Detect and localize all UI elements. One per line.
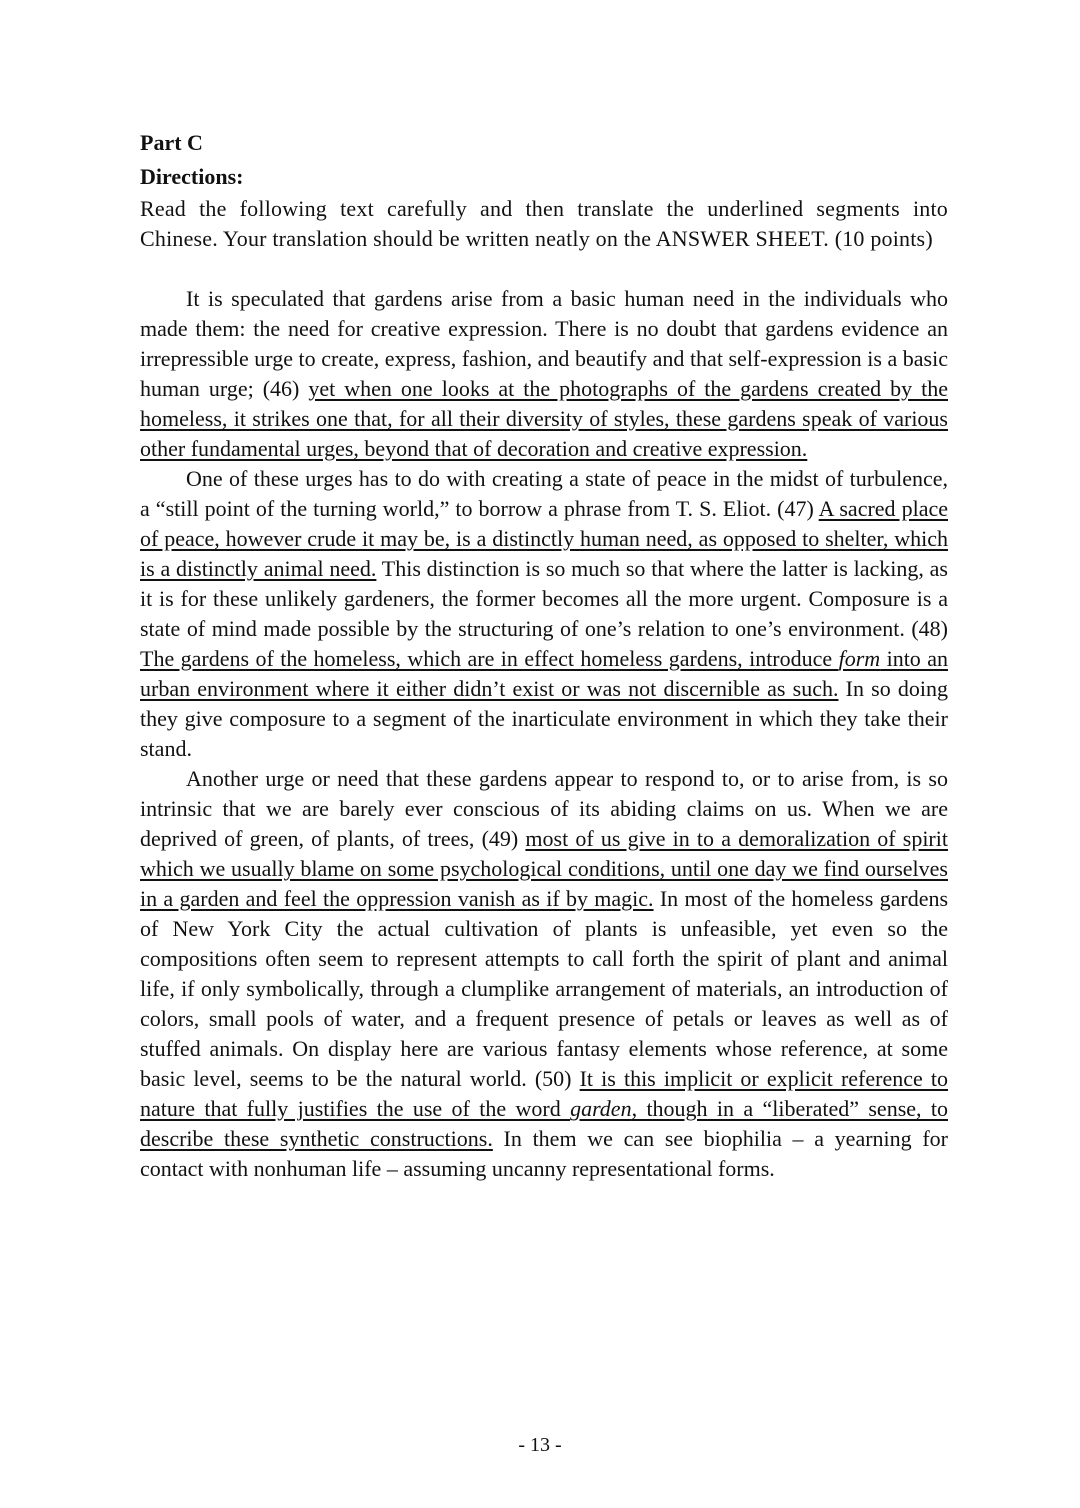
segment-50-italic: garden xyxy=(570,1096,632,1121)
paragraph-2-text-b: This distinction is so much so that where the latter is lacking, as it is for these unlikely gardeners, the former becomes all the more urgent. Composure is a state of mind made possible by the structuring of one’s relation to one’s environment. (48) xyxy=(140,556,948,641)
section-title: Part C xyxy=(140,130,203,155)
paragraph-2-text-c: In so doing they give composure to a segment of the inarticulate environment in which they take their stand. xyxy=(140,676,949,761)
spacer xyxy=(140,254,948,284)
segment-50-part-b: , though in a “liberated” sense, to describe these synthetic constructions. xyxy=(140,1096,948,1151)
paragraph-1 xyxy=(140,284,948,464)
paragraph-3-text-a: Another urge or need that these gardens appear to respond to, or to arise from, is so intrinsic that we are barely ever conscious of its abiding claims on us. When we are deprived of green, of plants, of trees, (49) xyxy=(140,766,948,851)
paragraph-1-text: It is speculated that gardens arise from a basic human need in the individuals who made them: the need for creative expression. There is no doubt that gardens evidence an irrepressible urge to create, express, fashion, and beautify and that self-expression is a basic human urge; (46) xyxy=(140,286,948,401)
segment-50-part-a: It is this implicit or explicit reference to nature that fully justifies the use of the word xyxy=(140,1066,948,1121)
paragraph-2-text-a: One of these urges has to do with creating a state of peace in the midst of turbulence, a “still point of the turning world,” to borrow a phrase from T. S. Eliot. (47) xyxy=(140,466,948,521)
paragraph-3 xyxy=(140,764,948,1184)
underlined-segment-48 xyxy=(140,646,948,701)
paragraph-3-text-b: In most of the homeless gardens of New York City the actual cultivation of plants is unfeasible, yet even so the compositions often seem to represent attempts to call forth the spirit of plant and animal life, if only symbolically, through a clumplike arrangement of materials, an introduction of colors, small pools of water, and a frequent presence of petals or leaves as well as of stuffed animals. On display here are various fantasy elements whose reference, at some basic level, seems to be the natural world. (50) xyxy=(140,886,949,1091)
segment-48-part-b: into an urban environment where it either didn’t exist or was not discernible as such. xyxy=(140,646,948,701)
paragraph-2 xyxy=(140,464,948,764)
segment-48-part-a: The gardens of the homeless, which are in effect homeless gardens, introduce xyxy=(140,646,839,671)
segment-48-italic: form xyxy=(838,646,881,671)
directions-text: Read the following text carefully and then translate the underlined segments into Chinese. Your translation should be written neatly on the ANSWER SHEET. (10 points) xyxy=(140,196,948,251)
underlined-segment-46: yet when one looks at the photographs of the gardens created by the homeless, it strikes one that, for all their diversity of styles, these gardens speak of various other fundamental urges, beyond that of decoration and creative expression. xyxy=(140,376,948,461)
directions-label: Directions: xyxy=(140,164,244,189)
page-number: - 13 - xyxy=(518,1434,562,1456)
paragraph-3-text-c: In them we can see biophilia – a yearning for contact with nonhuman life – assuming uncanny representational forms. xyxy=(140,1126,949,1181)
underlined-segment-47: A sacred place of peace, however crude it may be, is a distinctly human need, as opposed to shelter, which is a distinctly animal need. xyxy=(140,496,948,581)
exam-page xyxy=(140,126,948,1184)
underlined-segment-49: most of us give in to a demoralization of spirit which we usually blame on some psychological conditions, until one day we find ourselves in a garden and feel the oppression vanish as if by magic. xyxy=(140,826,948,911)
